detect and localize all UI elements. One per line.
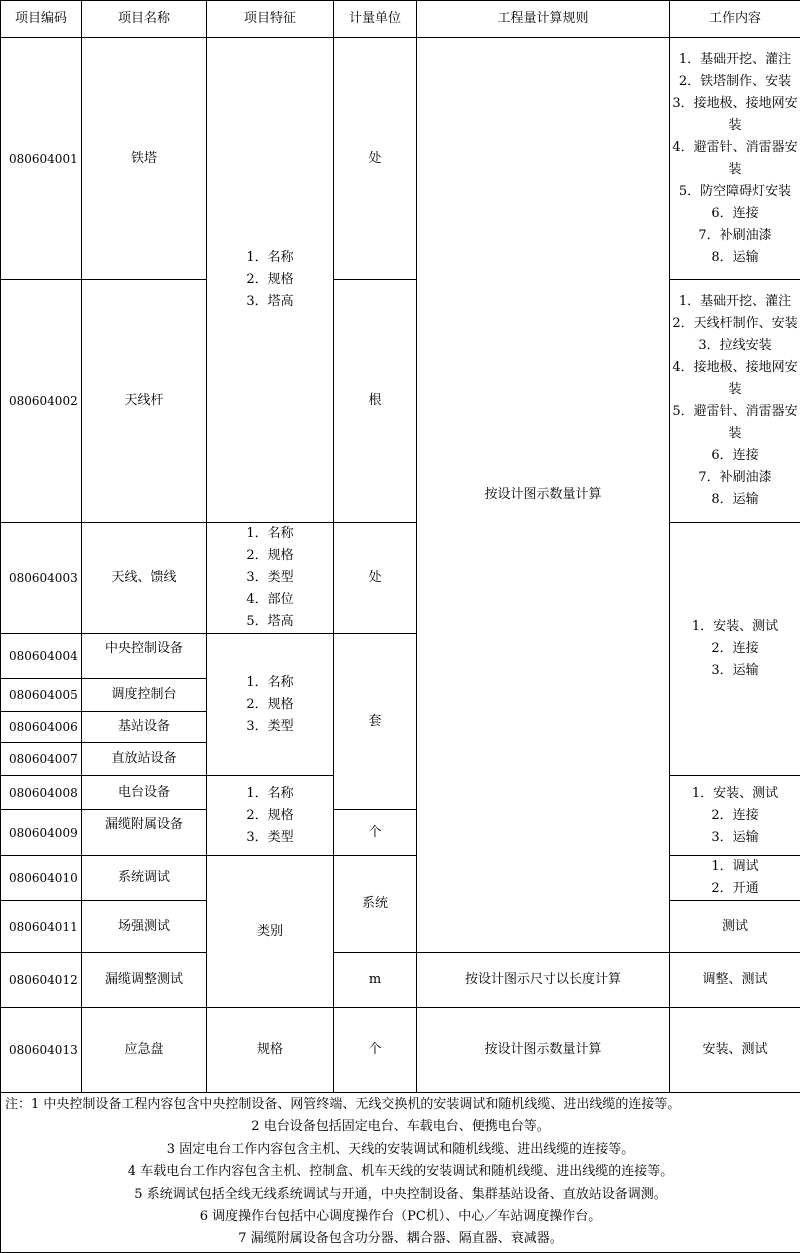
item-feature: 1．名称 2．规格 3．类型 4．部位 5．塔高: [207, 523, 334, 634]
header-unit: 计量单位: [334, 1, 417, 38]
header-row: [1, 1, 800, 38]
item-work: 调整、测试: [670, 953, 800, 1008]
note-line: 6 调度操作台包括中心调度操作台（PC机）、中心／车站调度操作台。: [5, 1206, 796, 1228]
item-work: 1．安装、测试 2．连接 3．运输: [670, 776, 800, 856]
item-name: 天线杆: [82, 280, 207, 523]
item-feature: 1．名称 2．规格 3．类型: [207, 634, 334, 776]
item-unit: 系统: [334, 856, 417, 953]
item-name: 基站设备: [82, 712, 207, 743]
item-feature: 1．名称 2．规格 3．塔高: [207, 38, 334, 523]
item-unit: 根: [334, 280, 417, 523]
item-name: 直放站设备: [82, 743, 207, 776]
item-code: 080604007: [1, 743, 82, 776]
note-line: 5 系统调试包括全线无线系统调试与开通，中央控制设备、集群基站设备、直放站设备调测。: [5, 1184, 796, 1206]
item-rule: 按设计图示尺寸以长度计算: [417, 953, 670, 1008]
item-code: 080604010: [1, 856, 82, 901]
item-name: 电台设备: [82, 776, 207, 810]
item-code: 080604006: [1, 712, 82, 743]
header-code: 项目编码: [1, 1, 82, 38]
item-name: 场强测试: [82, 901, 207, 953]
item-rule: 按设计图示数量计算: [417, 38, 670, 953]
item-unit: 套: [334, 634, 417, 810]
table-row: [1, 523, 800, 634]
item-unit: 处: [334, 38, 417, 280]
table-row: [1, 953, 800, 1008]
item-code: 080604001: [1, 38, 82, 280]
notes-cell: [1, 1093, 800, 1253]
item-name: 漏缆调整测试: [82, 953, 207, 1008]
item-code: 080604012: [1, 953, 82, 1008]
note-line: 2 电台设备包括固定电台、车载电台、便携电台等。: [5, 1116, 796, 1138]
item-code: 080604003: [1, 523, 82, 634]
item-work: 1．调试 2．开通: [670, 856, 800, 901]
header-work: 工作内容: [670, 1, 800, 38]
table-row: [1, 1008, 800, 1093]
item-feature: 类别: [207, 856, 334, 1008]
header-name: 项目名称: [82, 1, 207, 38]
item-code: 080604004: [1, 634, 82, 679]
item-code: 080604008: [1, 776, 82, 810]
item-name: 系统调试: [82, 856, 207, 901]
item-name: 铁塔: [82, 38, 207, 280]
header-rule: 工程量计算规则: [417, 1, 670, 38]
item-work: 1．基础开挖、灌注 2．铁塔制作、安装 3．接地极、接地网安装 4．避雷针、消雷器安装 5．防空障碍灯安装 6．连接 7．补刷油漆 8．运输: [670, 38, 800, 280]
item-feature: 1．名称 2．规格 3．类型: [207, 776, 334, 856]
note-line: 3 固定电台工作内容包含主机、天线的安装调试和随机线缆、进出线缆的连接等。: [5, 1139, 796, 1161]
table-row: [1, 856, 800, 901]
item-unit: 个: [334, 810, 417, 856]
item-work: 1．安装、测试 2．连接 3．运输: [670, 523, 800, 776]
item-name: 天线、馈线: [82, 523, 207, 634]
note-line: 注：1 中央控制设备工程内容包含中央控制设备、网管终端、无线交换机的安装调试和随机线缆、进出线缆的连接等。: [5, 1094, 796, 1116]
item-code: 080604011: [1, 901, 82, 953]
table-row: [1, 38, 800, 280]
item-name: 中央控制设备: [82, 634, 207, 679]
item-work: 测试: [670, 901, 800, 953]
item-name: 漏缆附属设备: [82, 810, 207, 856]
item-name: 调度控制台: [82, 679, 207, 712]
item-feature: 规格: [207, 1008, 334, 1093]
item-rule: 按设计图示数量计算: [417, 1008, 670, 1093]
item-code: 080604009: [1, 810, 82, 856]
table-row: [1, 280, 800, 523]
notes-row: [1, 1093, 800, 1253]
item-work: 1．基础开挖、灌注 2．天线杆制作、安装 3．拉线安装 4．接地极、接地网安装 5．避雷针、消雷器安装 6．连接 7．补刷油漆 8．运输: [670, 280, 800, 523]
header-feature: 项目特征: [207, 1, 334, 38]
note-line: 7 漏缆附属设备包含功分器、耦合器、隔直器、衰减器。: [5, 1228, 796, 1250]
item-name: 应急盘: [82, 1008, 207, 1093]
item-work: 安装、测试: [670, 1008, 800, 1093]
item-code: 080604002: [1, 280, 82, 523]
item-code: 080604013: [1, 1008, 82, 1093]
item-unit: m: [334, 953, 417, 1008]
item-unit: 处: [334, 523, 417, 634]
item-unit: 个: [334, 1008, 417, 1093]
note-line: 4 车载电台工作内容包含主机、控制盒、机车天线的安装调试和随机线缆、进出线缆的连接等。: [5, 1161, 796, 1183]
item-code: 080604005: [1, 679, 82, 712]
